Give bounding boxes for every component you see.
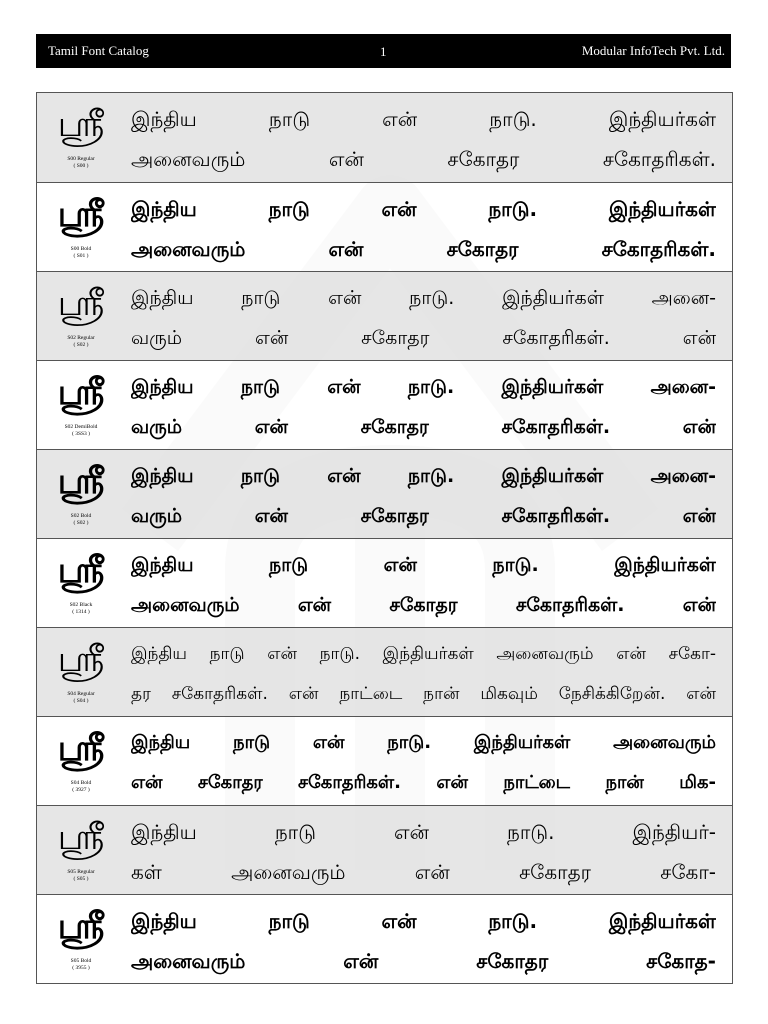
font-row-s05-bold [37,894,732,983]
sample-line-2: தர சகோதரிகள். என் நாட்டை நான் மிகவும் நேசிக்கிறேன். என் [131,684,716,704]
header-title: Tamil Font Catalog [48,43,149,58]
sample-text [125,539,732,627]
sample-line-1: இந்திய நாடு என் நாடு. இந்தியர்கள் அனைவரும் [131,732,716,753]
sample-line-2: அனைவரும் என் சகோதர சகோதரிகள். [131,237,716,261]
font-sample-glyph: ஸ்ரீ [57,817,105,858]
sample-line-2: வரும் என் சகோதர சகோதரிகள். என் [131,416,716,438]
font-sample-glyph: ஸ்ரீ [57,461,105,502]
font-row-s02-black [37,538,732,627]
sample-text [125,93,732,182]
sample-line-2: என் சகோதர சகோதரிகள். என் நாட்டை நான் மிக- [131,772,716,793]
font-name: S02 DemiBold [64,424,98,430]
font-sample-glyph: ஸ்ரீ [57,906,105,947]
sample-line-1: இந்திய நாடு என் நாடு. இந்தியர்- [131,820,716,844]
font-code: ( 3927 ) [72,787,90,793]
sample-line-2: அனைவரும் என் சகோதர சகோதரிகள். என் [131,594,716,616]
page-number: 1 [380,44,387,59]
sample-line-1: இந்திய நாடு என் நாடு. இந்தியர்கள் அனை- [131,376,716,398]
sample-text [125,183,732,271]
font-code: ( S01 ) [73,253,89,259]
font-label [37,361,125,449]
font-code: ( 3955 ) [72,965,90,971]
sample-text [125,272,732,360]
sample-text [125,895,732,983]
sample-text [125,806,732,894]
sample-line-1: இந்திய நாடு என் நாடு. இந்தியர்கள் [131,909,716,933]
font-sample-glyph: ஸ்ரீ [57,372,105,413]
font-row-s00-bold [37,182,732,271]
font-sample-glyph: ஸ்ரீ [57,104,105,145]
font-name: S05 Regular [67,869,95,875]
font-label [37,450,125,538]
font-label [37,895,125,983]
font-code: ( S02 ) [73,520,89,526]
page-header [36,34,731,68]
sample-line-2: அனைவரும் என் சகோதர சகோத- [131,949,716,973]
font-name: S00 Regular [67,156,95,162]
font-label [37,717,125,805]
sample-line-2: அனைவரும் என் சகோதர சகோதரிகள். [131,147,716,171]
font-row-s02-regular [37,271,732,360]
font-code: ( S04 ) [73,698,89,704]
font-label [37,183,125,271]
font-row-s05-regular [37,805,732,894]
sample-line-1: இந்திய நாடு என் நாடு. இந்தியர்கள் [131,554,716,576]
sample-line-2: வரும் என் சகோதர சகோதரிகள். என் [131,505,716,527]
font-name: S05 Bold [70,958,92,964]
sample-line-1: இந்திய நாடு என் நாடு. இந்தியர்கள் அனைவரும் என் சகோ- [131,644,716,664]
font-code: ( S02 ) [73,342,89,348]
font-sample-glyph: ஸ்ரீ [57,194,105,235]
sample-text [125,717,732,805]
font-row-s00-regular [37,93,732,182]
sample-text [125,361,732,449]
font-name: S02 Regular [67,335,95,341]
font-sample-glyph: ஸ்ரீ [57,728,105,769]
font-sample-glyph: ஸ்ரீ [57,283,105,324]
font-row-s02-bold [37,449,732,538]
font-name: S00 Bold [70,246,92,252]
font-name: S02 Bold [70,513,92,519]
sample-line-2: கள் அனைவரும் என் சகோதர சகோ- [131,860,716,884]
font-code: ( 1314 ) [72,609,90,615]
header-company: Modular InfoTech Pvt. Ltd. [581,43,725,58]
font-row-s04-regular [37,627,732,716]
sample-line-1: இந்திய நாடு என் நாடு. இந்தியர்கள் [131,107,716,131]
font-name: S04 Bold [70,780,92,786]
sample-text [125,450,732,538]
font-sample-glyph: ஸ்ரீ [57,550,105,591]
font-catalog-table [36,92,733,984]
font-code: ( S05 ) [73,876,89,882]
font-name: S02 Black [69,602,93,608]
font-name: S04 Regular [67,691,95,697]
sample-text [125,628,732,716]
font-row-s02-demibold [37,360,732,449]
font-label [37,93,125,182]
font-code: ( 3SS3 ) [71,431,91,437]
sample-line-2: வரும் என் சகோதர சகோதரிகள். என் [131,327,716,349]
font-label [37,628,125,716]
sample-line-1: இந்திய நாடு என் நாடு. இந்தியர்கள் அனை- [131,287,716,309]
font-label [37,806,125,894]
font-row-s04-bold [37,716,732,805]
font-sample-glyph: ஸ்ரீ [57,639,105,680]
font-label [37,272,125,360]
font-code: ( S00 ) [73,163,89,169]
sample-line-1: இந்திய நாடு என் நாடு. இந்தியர்கள் [131,197,716,221]
sample-line-1: இந்திய நாடு என் நாடு. இந்தியர்கள் அனை- [131,465,716,487]
font-label [37,539,125,627]
